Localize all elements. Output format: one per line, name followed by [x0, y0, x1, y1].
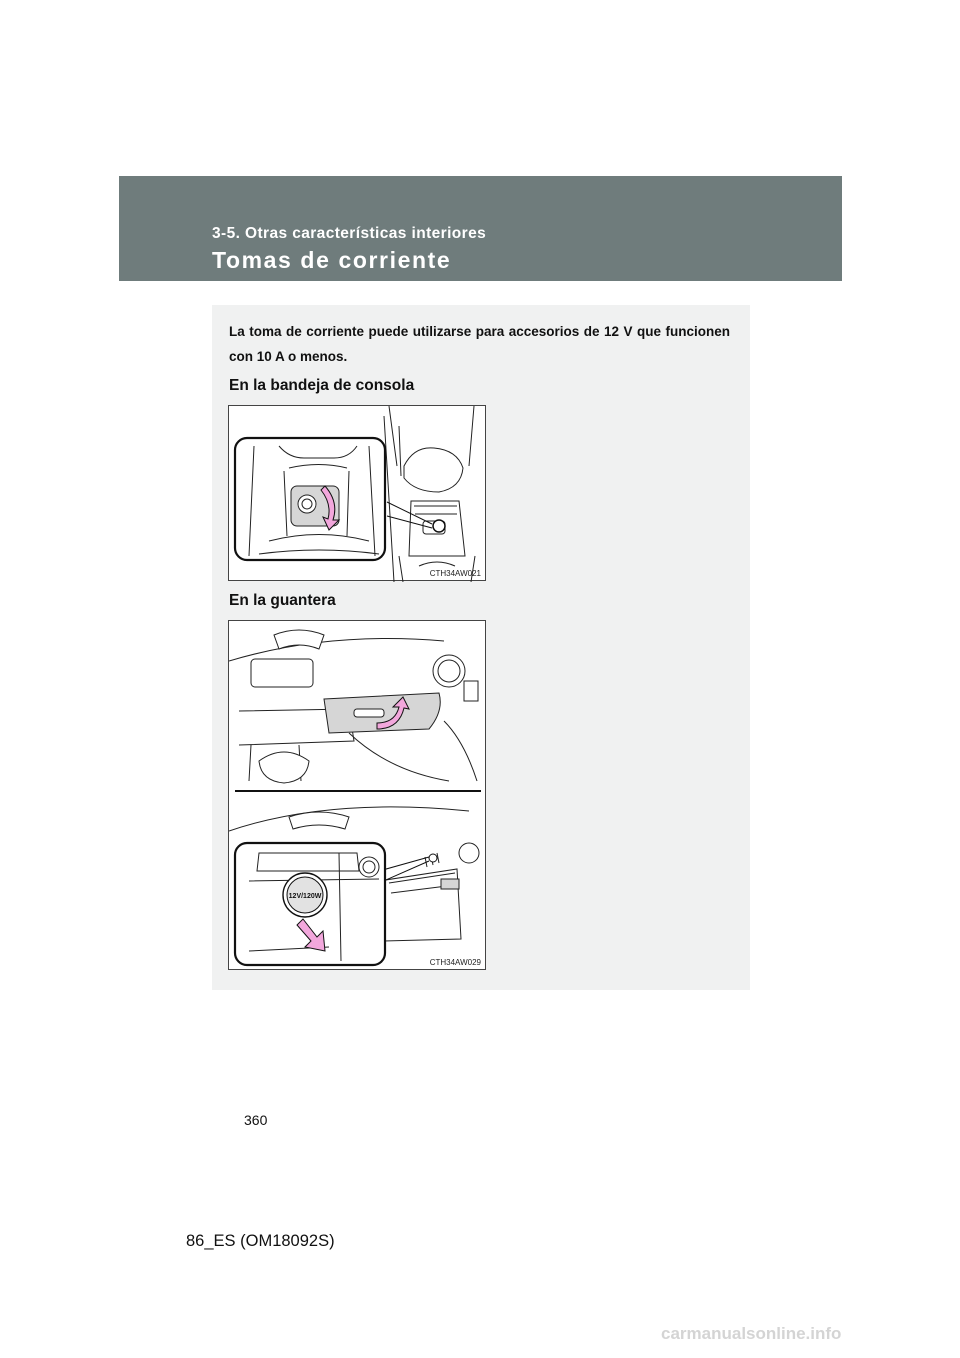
glovebox-outlet-figure: [228, 620, 486, 970]
page-number: 360: [244, 1112, 268, 1128]
glovebox-figure-code: CTH34AW029: [429, 958, 481, 967]
console-outlet-illustration: [229, 406, 487, 582]
console-outlet-figure: [228, 405, 486, 581]
glovebox-outlet-illustration: [229, 621, 487, 971]
console-figure-code: CTH34AW021: [429, 569, 481, 578]
watermark: carmanualsonline.info: [661, 1324, 842, 1343]
document-code: 86_ES (OM18092S): [186, 1232, 335, 1250]
socket-label: 12V/120W: [288, 893, 322, 900]
page-title: Tomas de corriente: [212, 247, 452, 273]
header-band: [119, 176, 842, 281]
section-label: 3-5. Otras características interiores: [212, 225, 487, 242]
intro-paragraph: La toma de corriente puede utilizarse para accesorios de 12 V que funcionen con 10 A o menos.: [229, 324, 730, 364]
glovebox-heading: En la guantera: [229, 592, 336, 609]
console-heading: En la bandeja de consola: [229, 377, 415, 394]
content-box: [212, 305, 750, 990]
